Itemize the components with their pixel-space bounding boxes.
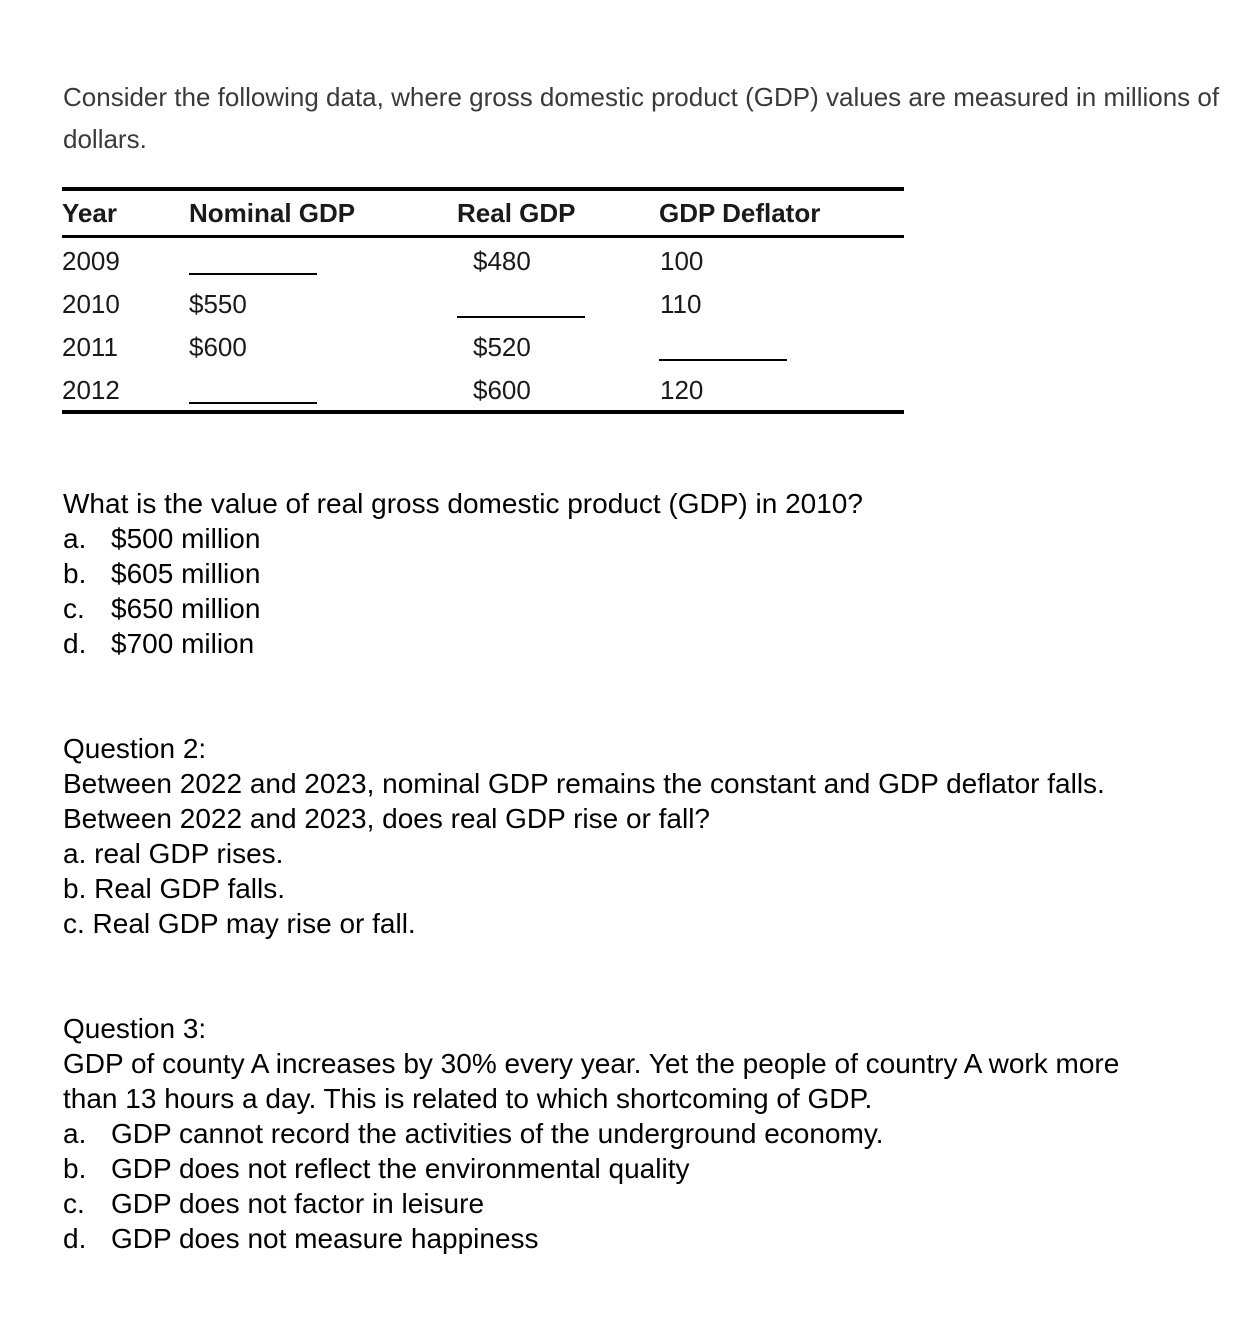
cell-year-2010: 2010 (62, 289, 120, 319)
q3-option-text: GDP does not measure happiness (111, 1223, 539, 1254)
header-year: Year (62, 198, 117, 228)
q3-option-d (63, 1221, 1119, 1256)
q1-option-letter: b. (63, 558, 87, 589)
q3-option-c (63, 1186, 1119, 1221)
blank-real-2010 (457, 316, 585, 318)
cell-year-2009: 2009 (62, 246, 120, 276)
cell-year-2011: 2011 (62, 332, 118, 362)
blank-nominal-2009 (189, 273, 317, 275)
question-2 (63, 731, 1105, 941)
blank-nominal-2012 (189, 402, 317, 404)
question-1 (63, 486, 863, 661)
header-gdp-deflator: GDP Deflator (659, 198, 821, 228)
table-top-rule (62, 187, 904, 191)
question-3-line-2: than 13 hours a day. This is related to which shortcoming of GDP. (63, 1083, 873, 1114)
question-2-line-1: Between 2022 and 2023, nominal GDP remains the constant and GDP deflator falls. (63, 768, 1105, 799)
q3-option-text: GDP does not factor in leisure (111, 1188, 485, 1219)
cell-deflator-2009: 100 (660, 246, 704, 276)
cell-nominal-2010: $550 (189, 289, 247, 319)
gdp-table (62, 187, 904, 415)
q1-option-letter: c. (63, 593, 85, 624)
q1-option-text: $605 million (111, 558, 261, 589)
question-3-line-1: GDP of county A increases by 30% every year. Yet the people of country A work more (63, 1048, 1120, 1079)
cell-deflator-2012: 120 (660, 375, 704, 405)
cell-deflator-2010: 110 (660, 289, 702, 319)
q1-option-text: $700 milion (111, 628, 255, 659)
q1-option-b (63, 556, 863, 591)
cell-real-2009: $480 (473, 246, 531, 276)
question-3-title: Question 3: (63, 1013, 207, 1044)
question-1-text: What is the value of real gross domestic product (GDP) in 2010? (63, 488, 863, 519)
table-header-rule (62, 235, 904, 238)
q1-option-d (63, 626, 863, 661)
q3-option-text: GDP does not reflect the environmental quality (111, 1153, 690, 1184)
q2-option-b: b. Real GDP falls. (63, 873, 286, 904)
blank-deflator-2011 (659, 359, 787, 361)
cell-real-2012: $600 (473, 375, 531, 405)
header-nominal-gdp: Nominal GDP (189, 198, 356, 228)
q2-option-a: a. real GDP rises. (63, 838, 284, 869)
q1-option-text: $650 million (111, 593, 261, 624)
q2-option-c: c. Real GDP may rise or fall. (63, 908, 416, 939)
header-real-gdp: Real GDP (457, 198, 576, 228)
cell-nominal-2011: $600 (189, 332, 247, 362)
q1-option-a (63, 521, 863, 556)
question-2-title: Question 2: (63, 733, 207, 764)
q1-option-letter: a. (63, 523, 87, 554)
q3-option-text: GDP cannot record the activities of the underground economy. (111, 1118, 884, 1149)
q1-option-c (63, 591, 863, 626)
q1-option-letter: d. (63, 628, 87, 659)
cell-year-2012: 2012 (62, 375, 120, 405)
intro-text: Consider the following data, where gross domestic product (GDP) values are measured in millions of dollars. (63, 82, 1220, 154)
q3-option-letter: c. (63, 1188, 85, 1219)
q3-option-letter: a. (63, 1118, 87, 1149)
q3-option-letter: d. (63, 1223, 87, 1254)
q3-option-b (63, 1151, 1119, 1186)
table-bottom-rule (62, 410, 904, 414)
q3-option-a (63, 1116, 1119, 1151)
question-3 (63, 1011, 1119, 1256)
q1-option-text: $500 million (111, 523, 261, 554)
cell-real-2011: $520 (473, 332, 531, 362)
q3-option-letter: b. (63, 1153, 87, 1184)
question-2-line-2: Between 2022 and 2023, does real GDP rise or fall? (63, 803, 711, 834)
